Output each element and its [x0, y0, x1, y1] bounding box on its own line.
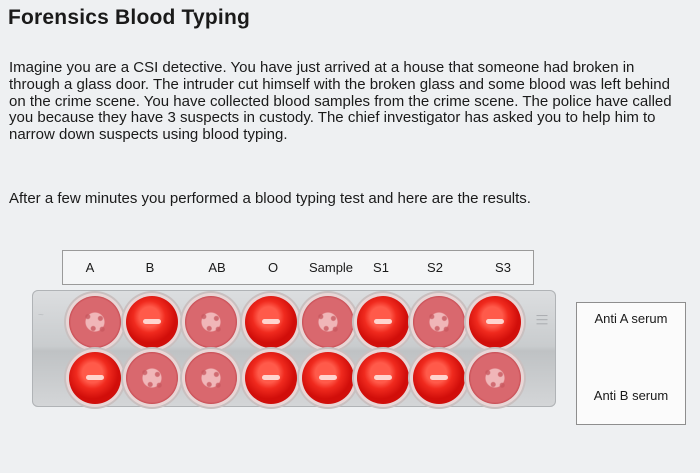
well-row1-a: [69, 296, 121, 348]
column-label-s2: S2: [427, 260, 443, 275]
well-row2-s2: [413, 352, 465, 404]
column-label-b: B: [145, 260, 155, 275]
tray-mark: ~: [38, 310, 44, 321]
column-label-o: O: [267, 260, 279, 275]
well-row2-s1: [357, 352, 409, 404]
column-label-sample: Sample: [308, 260, 354, 275]
well-tray: [32, 290, 556, 407]
well-row1-b: [126, 296, 178, 348]
well-row2-s3: [469, 352, 521, 404]
well-row1-s1: [357, 296, 409, 348]
serum-legend-box: [576, 302, 686, 425]
column-label-a: A: [85, 260, 95, 275]
well-row1-ab: [185, 296, 237, 348]
column-label-s1: S1: [373, 260, 389, 275]
well-row2-ab: [185, 352, 237, 404]
well-row2-sample: [302, 352, 354, 404]
intro-paragraph: Imagine you are a CSI detective. You have just arrived at a house that someone had broken in through a glass door. The intruder cut himself with the broken glass and some blood was left behind on the crime scene. You have collected blood samples from the crime scene. The police have called you because they have 3 suspects in custody. The chief investigator has asked you to help him to narrow down suspects using blood typing.: [9, 59, 672, 144]
well-row2-a: [69, 352, 121, 404]
tray-stamp: |||: [536, 314, 550, 327]
column-label-s3: S3: [495, 260, 511, 275]
page-title: Forensics Blood Typing: [8, 6, 251, 29]
column-label-ab: AB: [208, 260, 226, 275]
well-row1-o: [245, 296, 297, 348]
anti-a-serum-label: Anti A serum: [594, 311, 668, 326]
well-row1-sample: [302, 296, 354, 348]
well-row2-o: [245, 352, 297, 404]
results-paragraph: After a few minutes you performed a blood typing test and here are the results.: [9, 190, 531, 207]
well-row1-s3: [469, 296, 521, 348]
well-row1-s2: [413, 296, 465, 348]
well-row2-b: [126, 352, 178, 404]
anti-b-serum-label: Anti B serum: [593, 388, 669, 403]
column-labels: [62, 250, 534, 285]
